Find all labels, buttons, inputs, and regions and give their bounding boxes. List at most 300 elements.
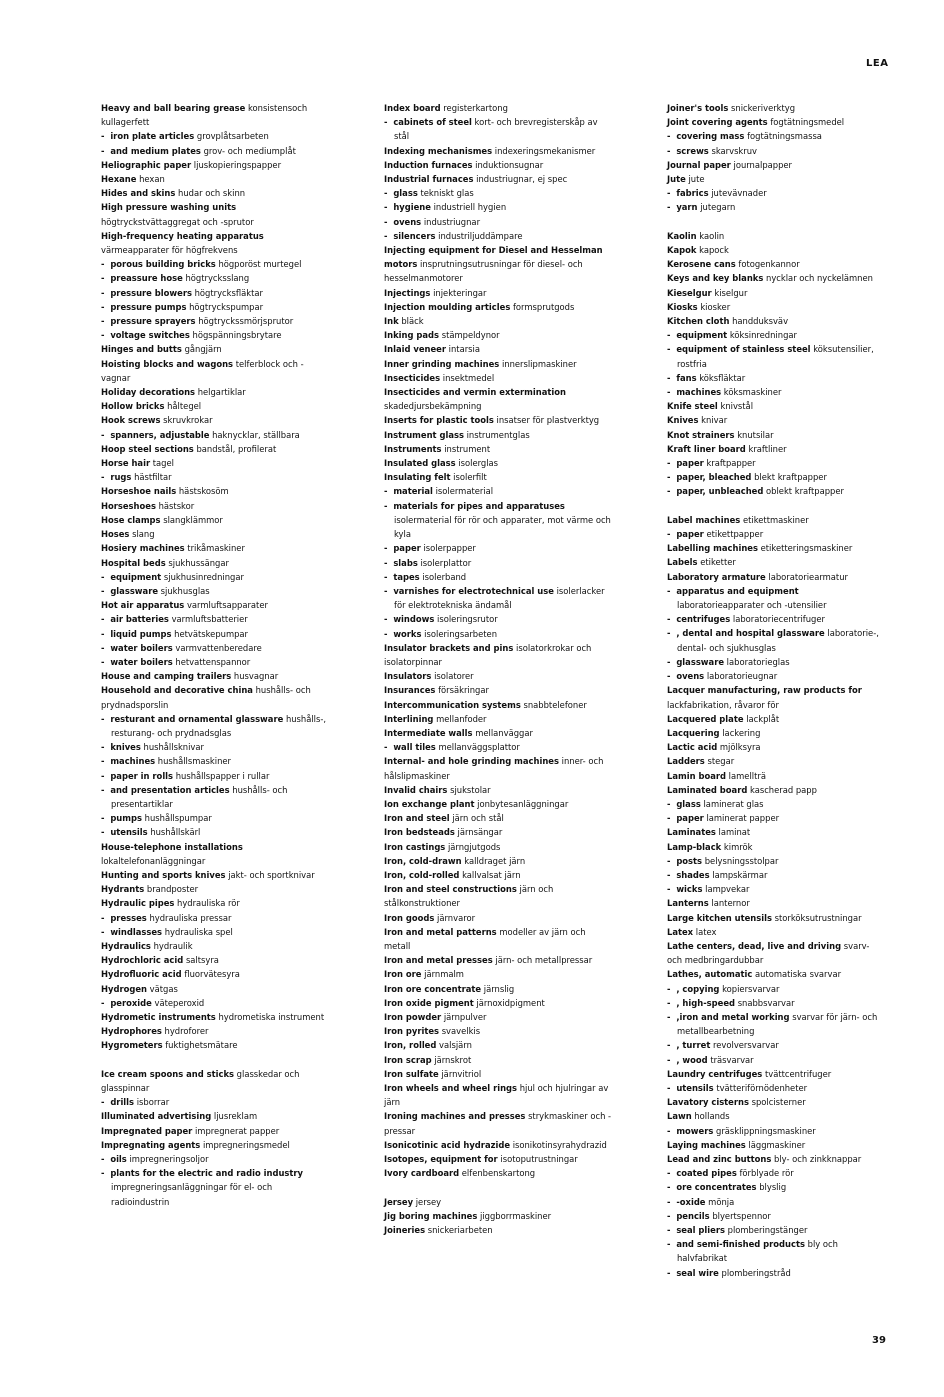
swedish-translation: högtryckspumpar	[189, 301, 264, 312]
swedish-translation: kapock	[699, 245, 729, 256]
english-term: Large kitchen utensils	[667, 912, 772, 923]
english-term: Hunting and sports knives	[101, 869, 226, 880]
swedish-translation: högporöst murtegel	[218, 259, 302, 270]
swedish-translation: ljuskopieringspapper	[193, 159, 282, 170]
column-left	[101, 101, 329, 1209]
swedish-translation: kallvalsat järn	[462, 869, 521, 880]
glossary-entry	[384, 1195, 612, 1209]
english-term: Instruments	[384, 443, 442, 454]
swedish-translation: haknycklar, ställbara	[212, 429, 300, 440]
glossary-subentry	[667, 655, 887, 669]
dash-marker: -	[667, 372, 677, 383]
glossary-entry	[384, 882, 612, 910]
swedish-translation: isolatorer	[434, 671, 474, 682]
english-term: , high-speed	[676, 997, 736, 1008]
english-term: Ladders	[667, 756, 705, 767]
english-term: Lead and zinc buttons	[667, 1154, 772, 1164]
swedish-translation: formsprutgods	[512, 301, 575, 312]
glossary-subentry	[101, 612, 329, 626]
glossary-entry	[384, 825, 612, 839]
dash-marker: -	[384, 117, 394, 128]
glossary-entry	[101, 598, 329, 612]
glossary-entry	[384, 385, 612, 413]
dash-marker: -	[101, 571, 111, 582]
glossary-entry	[384, 371, 612, 385]
dash-marker: -	[101, 1097, 111, 1108]
english-term: Hinges and butts	[101, 344, 182, 355]
glossary-entry	[101, 158, 329, 172]
swedish-translation: kiosker	[700, 301, 731, 312]
glossary-entry	[384, 357, 612, 371]
swedish-translation: indexeringsmekanismer	[494, 145, 596, 156]
english-term: Joint covering agents	[667, 117, 768, 128]
glossary-entry	[101, 357, 329, 385]
glossary-subentry	[667, 1124, 887, 1138]
english-term: paper	[676, 813, 704, 824]
glossary-subentry	[101, 911, 329, 925]
swedish-translation: laminerat papper	[706, 813, 780, 824]
english-term: resturant and ornamental glassware	[110, 713, 284, 724]
glossary-entry	[101, 1038, 329, 1052]
glossary-subentry	[101, 1166, 329, 1209]
glossary-entry	[101, 484, 329, 498]
english-term: Keys and key blanks	[667, 273, 764, 284]
english-term: pressure pumps	[110, 301, 187, 312]
swedish-translation: tvättcentrifuger	[764, 1068, 832, 1079]
swedish-translation: jutegarn	[700, 202, 736, 213]
swedish-translation: automatiska svarvar	[754, 969, 842, 980]
glossary-subentry	[384, 584, 612, 612]
english-term: Illuminated advertising	[101, 1111, 212, 1122]
english-term: Kieselgur	[667, 287, 712, 298]
swedish-translation: belysningsstolpar	[704, 855, 779, 866]
english-term: Lathe centers, dead, live and driving	[667, 940, 842, 951]
swedish-translation: handduksväv	[732, 316, 789, 327]
glossary-entry	[667, 314, 887, 328]
english-term: High pressure washing units	[101, 202, 237, 213]
glossary-subentry	[384, 627, 612, 641]
dash-marker: -	[384, 614, 394, 625]
swedish-translation: insektmedel	[442, 372, 495, 383]
glossary-entry	[667, 442, 887, 456]
dash-marker: -	[667, 1054, 677, 1065]
english-term: Laminates	[667, 827, 716, 838]
english-term: Lawn	[667, 1111, 692, 1122]
english-term: yarn	[676, 202, 698, 213]
dash-marker: -	[667, 1239, 677, 1250]
swedish-translation: sjukhussängar	[168, 557, 229, 568]
english-term: hygiene	[393, 202, 431, 213]
english-term: cabinets of steel	[393, 117, 472, 128]
english-term: Joineries	[384, 1225, 426, 1236]
glossary-subentry	[101, 314, 329, 328]
glossary-subentry	[101, 655, 329, 669]
swedish-translation: inner- och hålslipmaskiner	[384, 756, 604, 781]
glossary-entry	[384, 854, 612, 868]
glossary-subentry	[667, 584, 887, 612]
glossary-entry	[667, 683, 887, 711]
english-term: Ice cream spoons and sticks	[101, 1068, 234, 1079]
swedish-translation: industriell hygien	[433, 202, 507, 213]
english-term: wall tiles	[393, 742, 436, 753]
glossary-entry	[101, 556, 329, 570]
swedish-translation: kraftpapper	[706, 458, 756, 469]
english-term: Hose clamps	[101, 514, 161, 525]
swedish-translation: järn- och metallpressar	[495, 955, 593, 966]
glossary-subentry	[101, 144, 329, 158]
glossary-entry	[101, 967, 329, 981]
english-term: Knife steel	[667, 401, 718, 412]
swedish-translation: hydrauliska pressar	[149, 912, 232, 923]
glossary-subentry	[667, 1237, 887, 1265]
glossary-entry	[384, 868, 612, 882]
english-term: presses	[110, 912, 147, 923]
english-term: water boilers	[110, 656, 173, 667]
section-gap	[667, 499, 887, 513]
english-term: screws	[676, 145, 709, 156]
dash-marker: -	[667, 529, 677, 540]
swedish-translation: laboratorieugnar	[706, 671, 778, 682]
english-term: utensils	[676, 1082, 714, 1093]
swedish-translation: etiketteringsmaskiner	[760, 543, 853, 554]
swedish-translation: fuktighetsmätare	[165, 1040, 238, 1051]
swedish-translation: lokaltelefonanläggningar	[101, 855, 206, 866]
glossary-subentry	[667, 1038, 887, 1052]
swedish-translation: hydrauliska rör	[177, 898, 240, 909]
english-term: Kerosene cans	[667, 259, 736, 270]
swedish-translation: järnmalm	[424, 969, 464, 980]
swedish-translation: kaolin	[699, 230, 725, 241]
swedish-translation: hjul och hjulringar av järn	[384, 1083, 609, 1108]
swedish-translation: helgartiklar	[197, 387, 246, 398]
section-gap	[384, 1180, 612, 1194]
dash-marker: -	[101, 1168, 111, 1179]
english-term: Laying machines	[667, 1139, 746, 1150]
glossary-subentry	[101, 286, 329, 300]
glossary-entry	[667, 570, 887, 584]
glossary-entry	[384, 811, 612, 825]
glossary-entry	[667, 300, 887, 314]
english-term: Iron and steel	[384, 813, 450, 824]
swedish-translation: gräsklippningsmaskiner	[716, 1125, 816, 1136]
dash-marker: -	[667, 344, 677, 355]
glossary-subentry	[667, 1010, 887, 1038]
glossary-entry	[667, 158, 887, 172]
english-term: Iron goods	[384, 912, 435, 923]
english-term: Kapok	[667, 245, 697, 256]
english-term: fans	[676, 372, 697, 383]
swedish-translation: fluorvätesyra	[184, 969, 240, 980]
glossary-subentry	[384, 570, 612, 584]
glossary-subentry	[101, 570, 329, 584]
swedish-translation: hushållsknivar	[143, 742, 204, 753]
glossary-subentry	[667, 1053, 887, 1067]
glossary-subentry	[101, 769, 329, 783]
swedish-translation: varmluftsbatterier	[171, 614, 248, 625]
swedish-translation: jersey	[415, 1196, 442, 1207]
glossary-entry	[101, 413, 329, 427]
glossary-entry	[384, 953, 612, 967]
glossary-entry	[101, 200, 329, 228]
dash-marker: -	[101, 585, 111, 596]
swedish-translation: lamellträ	[728, 770, 766, 781]
english-term: Insulators	[384, 671, 432, 682]
dash-marker: -	[101, 756, 111, 767]
swedish-translation: bläck	[401, 316, 424, 327]
dash-marker: -	[101, 997, 111, 1008]
glossary-subentry	[667, 1081, 887, 1095]
swedish-translation: industriljuddämpare	[438, 230, 523, 241]
glossary-entry	[384, 683, 612, 697]
english-term: High-frequency heating apparatus	[101, 230, 264, 241]
english-term: Knot strainers	[667, 429, 735, 440]
swedish-translation: stämpeldynor	[441, 330, 500, 341]
english-term: Label machines	[667, 514, 741, 525]
swedish-translation: järnpulver	[443, 1012, 487, 1022]
english-term: , copying	[676, 983, 720, 994]
english-term: Lamin board	[667, 770, 726, 781]
dash-marker: -	[667, 983, 677, 994]
glossary-entry	[667, 754, 887, 768]
glossary-entry	[101, 868, 329, 882]
swedish-translation: skarvskruv	[711, 145, 757, 156]
swedish-translation: kimrök	[723, 841, 753, 852]
glossary-entry	[101, 541, 329, 555]
glossary-entry	[101, 172, 329, 186]
swedish-translation: strykmaskiner och -pressar	[384, 1111, 612, 1136]
english-term: machines	[110, 756, 156, 767]
glossary-entry	[667, 555, 887, 569]
glossary-entry	[101, 229, 329, 257]
english-term: pumps	[110, 813, 142, 824]
dash-marker: -	[667, 486, 677, 497]
english-term: wicks	[676, 884, 703, 895]
swedish-translation: impregneringsanläggningar för el- och radioindustrin	[111, 1182, 273, 1207]
english-term: seal wire	[676, 1267, 719, 1278]
dash-marker: -	[101, 656, 111, 667]
glossary-entry	[384, 1152, 612, 1166]
section-gap	[101, 1053, 329, 1067]
swedish-translation: hästskor	[158, 500, 195, 511]
english-term: Jig boring machines	[384, 1210, 478, 1221]
english-term: silencers	[393, 230, 436, 241]
swedish-translation: högtrycksfläktar	[194, 287, 263, 298]
glossary-entry	[667, 1067, 887, 1081]
glossary-entry	[667, 825, 887, 839]
english-term: ovens	[676, 671, 705, 682]
swedish-translation: industriugnar	[423, 216, 481, 227]
dash-marker: -	[667, 1125, 677, 1136]
swedish-translation: telferblock och -vagnar	[101, 358, 304, 383]
english-term: , dental and hospital glassware	[676, 628, 825, 639]
english-term: Holiday decorations	[101, 387, 196, 398]
dash-marker: -	[667, 145, 677, 156]
english-term: ,iron and metal working	[676, 1011, 790, 1022]
english-term: plants for the electric and radio industry	[110, 1168, 303, 1179]
dash-marker: -	[667, 813, 677, 824]
english-term: glass	[676, 798, 701, 809]
english-term: glassware	[676, 656, 724, 667]
dash-marker: -	[667, 628, 677, 639]
glossary-subentry	[101, 584, 329, 598]
swedish-translation: lackering	[722, 727, 761, 738]
swedish-translation: konsistensoch kullagerfett	[101, 103, 308, 128]
dash-marker: -	[101, 1154, 111, 1165]
dash-marker: -	[101, 131, 111, 142]
swedish-translation: glasskedar och glasspinnar	[101, 1068, 300, 1093]
glossary-entry	[667, 769, 887, 783]
english-term: preassure hose	[110, 273, 183, 284]
swedish-translation: högspänningsbrytare	[192, 330, 282, 341]
english-term: Inlaid veneer	[384, 344, 446, 355]
glossary-entry	[101, 1024, 329, 1038]
english-term: Iron ore concentrate	[384, 983, 482, 994]
glossary-entry	[384, 996, 612, 1010]
swedish-translation: knivstål	[720, 401, 754, 412]
english-term: Ironing machines and presses	[384, 1111, 526, 1122]
english-term: Iron and metal patterns	[384, 926, 497, 937]
english-term: Instrument glass	[384, 429, 464, 440]
glossary-subentry	[667, 456, 887, 470]
glossary-subentry	[667, 1166, 887, 1180]
glossary-entry	[384, 1067, 612, 1081]
glossary-subentry	[384, 612, 612, 626]
dash-marker: -	[101, 713, 111, 724]
english-term: , wood	[676, 1054, 708, 1065]
english-term: Intercommunication systems	[384, 699, 521, 710]
dash-marker: -	[101, 784, 111, 795]
dash-marker: -	[384, 202, 394, 213]
swedish-translation: fogtätningsmassa	[747, 131, 822, 142]
swedish-translation: knutsilar	[737, 429, 774, 440]
glossary-subentry	[667, 797, 887, 811]
english-term: Jersey	[384, 1196, 414, 1207]
swedish-translation: stegar	[707, 756, 735, 767]
glossary-entry	[667, 115, 887, 129]
swedish-translation: varmluftsapparater	[186, 600, 268, 611]
english-term: materials for pipes and apparatuses	[393, 500, 565, 511]
swedish-translation: trikåmaskiner	[187, 543, 245, 554]
swedish-translation: väteperoxid	[154, 997, 205, 1008]
swedish-translation: etikettmaskiner	[742, 514, 809, 525]
swedish-translation: köksinredningar	[729, 330, 797, 341]
swedish-translation: hudar och skinn	[178, 188, 246, 199]
glossary-entry	[384, 328, 612, 342]
english-term: House-telephone installations	[101, 841, 243, 852]
swedish-translation: försäkringar	[438, 685, 489, 696]
swedish-translation: injekteringar	[433, 287, 487, 298]
swedish-translation: modeller av järn och metall	[384, 926, 586, 951]
glossary-entry	[384, 456, 612, 470]
swedish-translation: snickeriverktyg	[731, 103, 796, 113]
swedish-translation: latex	[695, 926, 717, 937]
swedish-translation: svavelkis	[441, 1026, 481, 1037]
english-term: shades	[676, 869, 710, 880]
english-term: Injecting equipment for Diesel and Hesselman motors	[384, 245, 603, 270]
glossary-entry	[384, 314, 612, 328]
swedish-translation: hydrauliska spel	[164, 926, 233, 937]
swedish-translation: lackplåt	[746, 713, 780, 724]
swedish-translation: impregneringsoljor	[129, 1154, 209, 1165]
english-term: Labelling machines	[667, 543, 758, 554]
glossary-entry	[101, 840, 329, 868]
english-term: Industrial furnaces	[384, 174, 474, 185]
glossary-subentry	[101, 1095, 329, 1109]
swedish-translation: järnoxidpigment	[476, 997, 545, 1008]
english-term: Iron, rolled	[384, 1040, 437, 1051]
swedish-translation: isoleringsarbeten	[424, 628, 498, 639]
swedish-translation: järn och stålkonstruktioner	[384, 884, 554, 909]
glossary-entry	[384, 925, 612, 953]
dash-marker: -	[384, 585, 394, 596]
english-term: Isotopes, equipment for	[384, 1154, 498, 1165]
english-term: rugs	[110, 472, 132, 483]
english-term: and semi-finished products	[676, 1239, 805, 1250]
english-term: Inner grinding machines	[384, 358, 500, 369]
english-term: Insulating felt	[384, 472, 451, 483]
swedish-translation: svarv- och medbringardubbar	[667, 940, 870, 966]
glossary-entry	[384, 1138, 612, 1152]
english-term: Insulator brackets and pins	[384, 642, 514, 653]
dash-marker: -	[101, 813, 111, 824]
glossary-entry	[384, 1109, 612, 1137]
glossary-entry	[384, 1209, 612, 1223]
dash-marker: -	[384, 188, 394, 199]
glossary-subentry	[667, 811, 887, 825]
english-term: Joiner's tools	[667, 103, 729, 113]
english-term: Lacquered plate	[667, 713, 744, 724]
glossary-subentry	[384, 115, 612, 143]
swedish-translation: högtryckstvättaggregat och -sprutor	[101, 216, 254, 227]
english-term: Heavy and ball bearing grease	[101, 103, 246, 113]
glossary-entry	[101, 101, 329, 129]
swedish-translation: tagel	[152, 458, 174, 469]
dash-marker: -	[667, 1182, 677, 1193]
swedish-translation: hydraulik	[153, 940, 193, 951]
glossary-subentry	[667, 1195, 887, 1209]
english-term: pressure sprayers	[110, 316, 196, 327]
swedish-translation: bandstål, profilerat	[196, 443, 277, 454]
english-term: Knives	[667, 415, 699, 426]
swedish-translation: kalldraget järn	[464, 855, 526, 866]
dash-marker: -	[101, 330, 111, 341]
glossary-subentry	[667, 484, 887, 498]
english-term: equipment	[110, 571, 162, 582]
swedish-translation: kascherad papp	[750, 784, 817, 795]
glossary-subentry	[384, 229, 612, 243]
dash-marker: -	[667, 387, 677, 398]
swedish-translation: järngjutgods	[447, 841, 501, 852]
swedish-translation: grovplåtsarbeten	[196, 131, 269, 142]
glossary-entry	[384, 1223, 612, 1237]
glossary-entry	[667, 541, 887, 555]
swedish-translation: saltsyra	[185, 955, 219, 966]
english-term: Lanterns	[667, 898, 709, 909]
glossary-subentry	[667, 612, 887, 626]
swedish-translation: hushållsmaskiner	[157, 756, 231, 767]
swedish-translation: industriugnar, ej spec	[476, 174, 568, 185]
swedish-translation: snickeriarbeten	[427, 1225, 493, 1236]
swedish-translation: insprutningsutrusningar för diesel- och hesselmanmotorer	[384, 259, 583, 284]
glossary-subentry	[667, 854, 887, 868]
glossary-entry	[384, 967, 612, 981]
english-term: ovens	[393, 216, 422, 227]
english-term: Iron ore	[384, 969, 422, 980]
swedish-translation: högtryckssmörjsprutor	[198, 316, 294, 327]
swedish-translation: bly- och zinkknappar	[774, 1154, 862, 1164]
glossary-entry	[667, 840, 887, 854]
glossary-entry	[384, 1081, 612, 1109]
